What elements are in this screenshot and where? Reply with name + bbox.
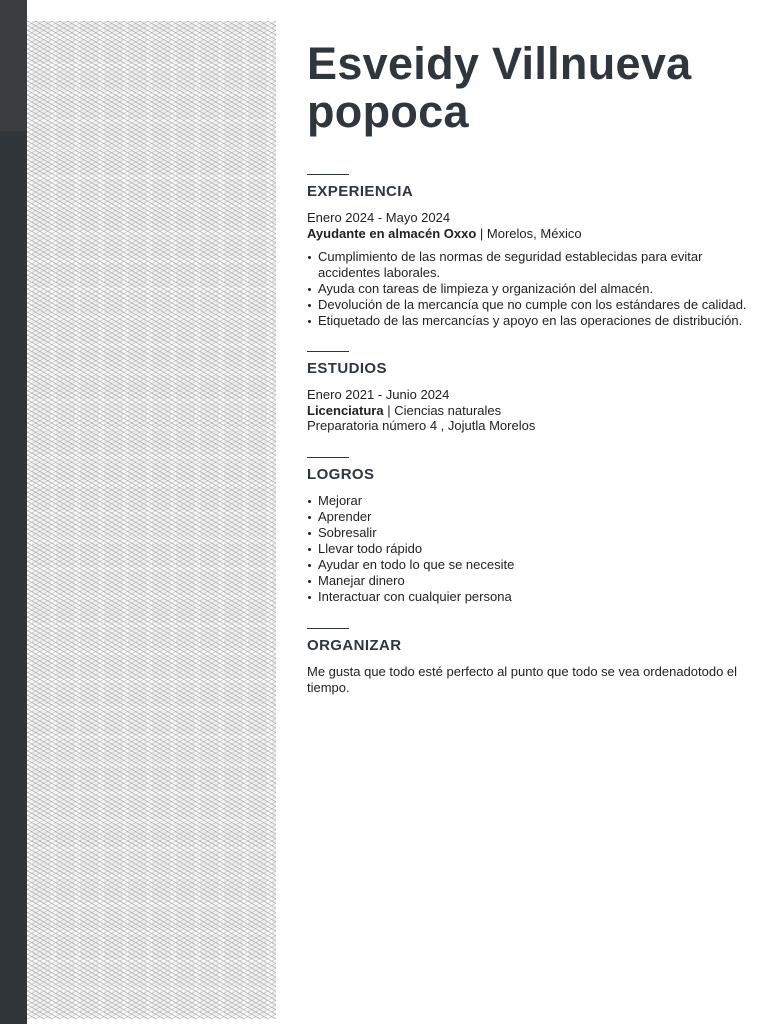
experience-separator: | <box>476 225 487 241</box>
experience-bullet: Etiquetado de las mercancías y apoyo en las operaciones de distribución. <box>307 313 747 329</box>
achievement-item: Ayudar en todo lo que se necesite <box>307 557 747 573</box>
experience-bullet: Cumplimiento de las normas de seguridad establecidas para evitar accidentes laborales. <box>307 249 747 281</box>
resume-main-column <box>307 40 747 696</box>
organize-title: ORGANIZAR <box>307 636 402 654</box>
candidate-name <box>307 40 747 136</box>
experience-bullet: Ayuda con tareas de limpieza y organización del almacén. <box>307 281 747 297</box>
studies-title: ESTUDIOS <box>307 360 387 377</box>
studies-degree-line <box>307 403 747 419</box>
section-divider <box>307 457 349 458</box>
experience-role: Ayudante en almacén Oxxo <box>307 225 477 241</box>
section-divider <box>307 351 349 352</box>
left-dark-strip-top <box>0 0 27 131</box>
experience-bullet-list <box>307 249 747 329</box>
experience-role-line <box>307 226 747 242</box>
experience-section <box>307 174 747 329</box>
organize-text: Me gusta que todo esté perfecto al punto que todo se vea ordenadotodo el tiempo. <box>307 663 738 695</box>
studies-separator: | <box>383 402 395 418</box>
studies-field: Ciencias naturales <box>394 402 502 418</box>
achievement-item: Sobresalir <box>307 525 747 541</box>
achievement-item: Manejar dinero <box>307 573 747 589</box>
section-divider <box>307 628 349 629</box>
achievements-section <box>307 457 747 605</box>
section-divider <box>307 174 349 175</box>
organize-section <box>307 628 747 696</box>
candidate-name-line1: Esveidy Villnueva <box>307 38 692 89</box>
achievement-item: Interactuar con cualquier persona <box>307 589 747 605</box>
candidate-name-line2: popoca <box>307 86 469 137</box>
studies-degree: Licenciatura <box>307 402 384 418</box>
studies-section <box>307 351 747 434</box>
achievement-item: Llevar todo rápido <box>307 541 747 557</box>
sidebar-top-margin <box>27 0 276 21</box>
left-dark-strip <box>0 0 27 1024</box>
achievements-list <box>307 493 747 605</box>
experience-bullet: Devolución de la mercancía que no cumple con los estándares de calidad. <box>307 297 747 313</box>
patterned-sidebar <box>27 21 276 1019</box>
achievement-item: Aprender <box>307 509 747 525</box>
experience-title: EXPERIENCIA <box>307 183 414 200</box>
experience-location: Morelos, México <box>486 225 582 241</box>
experience-dates: Enero 2024 - Mayo 2024 <box>307 210 451 225</box>
achievement-item: Mejorar <box>307 493 747 509</box>
studies-school: Preparatoria número 4 , Jojutla Morelos <box>307 418 536 433</box>
studies-dates: Enero 2021 - Junio 2024 <box>307 387 450 402</box>
achievements-title: LOGROS <box>307 465 375 483</box>
